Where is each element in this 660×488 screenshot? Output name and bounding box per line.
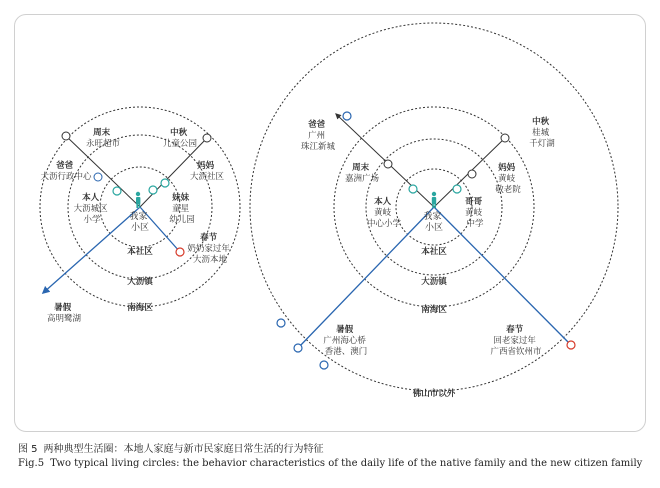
left-circle-group	[40, 107, 240, 324]
right-node-mama	[468, 170, 476, 178]
right-zhongqiu-label: 中秋 桂城 千灯湖	[529, 117, 555, 149]
left-node-benren	[113, 187, 121, 195]
right-node-baba-dest	[343, 112, 351, 120]
right-ring-district-label: 南海区	[421, 305, 447, 315]
left-node-zhongqiu	[203, 134, 211, 142]
left-ring-district-label: 南海区	[127, 303, 153, 313]
right-baba-label: 爸爸 广州 珠江新城	[300, 120, 336, 152]
right-node-zhongqiu	[501, 134, 509, 142]
right-ring-outer-label: 佛山市以外	[412, 389, 456, 399]
right-node-shujia-1	[277, 319, 285, 327]
figure-caption-text-en: Two typical living circles: the behavior characteristics of the daily life of the native family and the new citizen family	[50, 458, 643, 469]
right-benren-label: 本人 黄岐 中心小学	[366, 197, 402, 229]
right-center-label: 我家 小区	[423, 212, 444, 233]
left-ring-community-label: 本社区	[127, 247, 153, 257]
left-node-zhoumo	[62, 132, 70, 140]
figure-caption-text-cn: 两种典型生活圈：本地人家庭与新市民家庭日常生活的行为特征	[43, 444, 324, 455]
figure-number-cn: 图 5	[18, 444, 38, 455]
right-person-icon	[432, 192, 436, 208]
left-center-label: 我家 小区	[129, 212, 150, 233]
figure-caption-en	[18, 458, 648, 469]
right-node-chunjie	[567, 341, 575, 349]
left-mama-label: 妈妈 大沥社区	[189, 161, 225, 182]
left-node-mama	[161, 179, 169, 187]
left-chunjie-label: 春节 奶奶家过年 大沥本地	[187, 233, 230, 265]
right-line-chunjie	[434, 207, 571, 345]
right-zhoumo-label: 周末 嘉洲广场	[344, 163, 380, 184]
right-line-baba	[336, 114, 434, 207]
right-ring-community-label: 本社区	[421, 247, 447, 257]
right-mama-label: 妈妈 黄岐 敬老院	[495, 163, 521, 195]
left-meimei-label: 妹妹 童星 幼儿园	[169, 193, 195, 225]
right-node-zhoumo	[384, 160, 392, 168]
left-baba-label: 爸爸 大沥行政中心	[40, 161, 92, 182]
left-shujia-label: 暑假 高明鹭湖	[46, 303, 82, 324]
right-circle-group	[250, 23, 618, 399]
left-node-meimei	[149, 186, 157, 194]
left-node-chunjie	[176, 248, 184, 256]
right-gege-label: 哥哥 黄岐 中学	[465, 197, 484, 229]
right-shujia-label: 暑假 广州海心桥 香港、澳门	[323, 325, 368, 357]
left-node-baba	[94, 173, 102, 181]
left-zhongqiu-label: 中秋 儿童公园	[162, 128, 198, 149]
left-ring-town-label: 大沥镇	[127, 277, 153, 287]
right-node-shujia-3	[320, 361, 328, 369]
left-benren-label: 本人 大沥城区 小学	[73, 193, 108, 225]
figure-number-en: Fig.5	[18, 458, 45, 469]
right-node-gege	[453, 185, 461, 193]
right-node-shujia-2	[294, 344, 302, 352]
right-node-benren	[409, 185, 417, 193]
right-ring-town-label: 大沥镇	[421, 277, 447, 287]
right-chunjie-label: 春节 回老家过年 广西省钦州市	[490, 325, 542, 357]
figure-caption-cn	[18, 440, 330, 455]
left-zhoumo-label: 周末 永旺超市	[85, 128, 121, 149]
